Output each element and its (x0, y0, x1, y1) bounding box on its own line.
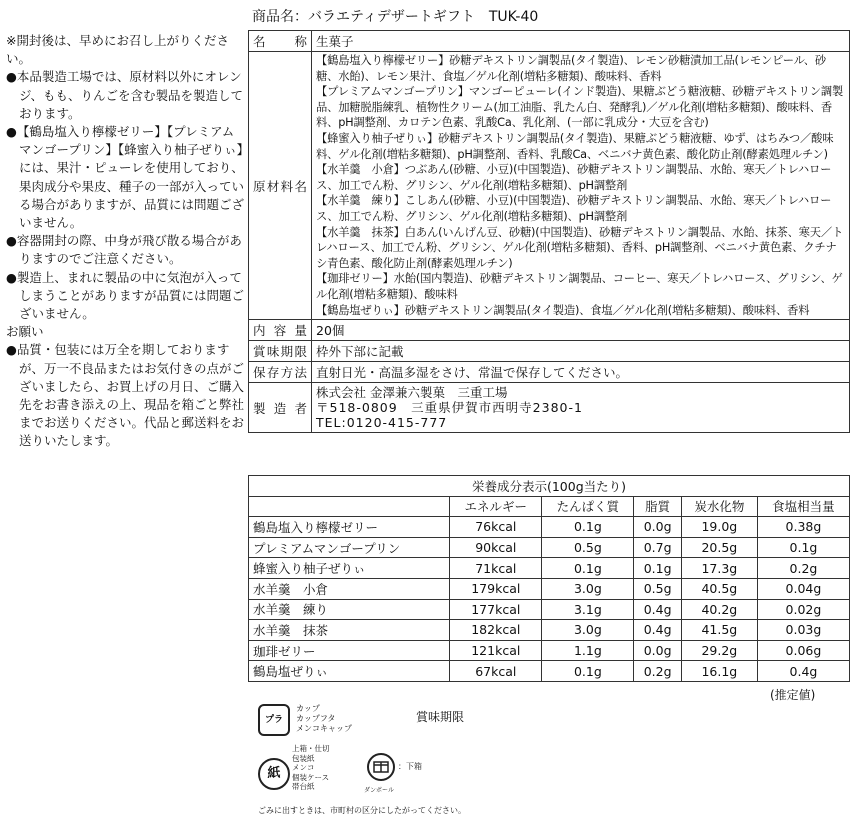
storage-label: 保存方法 (249, 362, 312, 383)
ingredients-label: 原材料名 (249, 52, 312, 320)
product-name-value: バラエティデザートギフト TUK-40 (308, 9, 539, 25)
pla-recycle-mark (258, 704, 290, 736)
col-fat: 脂質 (634, 496, 681, 517)
cell-fat: 0.7g (634, 537, 681, 558)
expiry-label: 賞味期限 (249, 341, 312, 362)
cell-salt: 0.2g (757, 558, 849, 579)
product-info-table (248, 30, 850, 433)
note-4: ●容器開封の際、中身が飛び散る場合がありますのでご注意ください。 (6, 233, 242, 267)
content-label: 内 容 量 (249, 320, 312, 341)
cell-salt: 0.4g (757, 661, 849, 682)
cell-salt: 0.03g (757, 620, 849, 641)
cell-salt: 0.06g (757, 640, 849, 661)
note-6: ●品質・包装には万全を期しておりますが、万一不良品またはお気付きの点がございましたら、お買上げの月日、ご購入先をお書き添えの上、現品を箱ごと弊社までお送りください。代品と郵送料をお送りいたします。 (6, 342, 245, 449)
cell-protein: 3.1g (542, 599, 634, 620)
row-name: 水羊羹 小倉 (249, 578, 450, 599)
notes-panel (6, 32, 244, 451)
pla-recycle-icon: プラ (258, 704, 290, 736)
maker-company: 株式会社 金澤兼六製菓 三重工場 (316, 385, 508, 401)
note-5: ●製造上、まれに製品の中に気泡が入ってしまうことがありますが品質には問題ございません。 (6, 269, 245, 322)
table-row (249, 640, 850, 661)
content-value: 20個 (312, 320, 850, 341)
ingredient-item: 【蜂蜜入り柚子ぜりぃ】砂糖デキストリン調製品(タイ製造)、果糖ぶどう糖液糖、ゆず、はちみつ／酸味料、ゲル化剤(増粘多糖類)、pH調整剤、香料、乳酸Ca、ベニバナ黄色素、酸化防止剤(酵素処理ルチン) (316, 131, 834, 161)
cell-energy: 179kcal (450, 578, 542, 599)
cell-protein: 0.1g (542, 558, 634, 579)
row-name: 水羊羹 練り (249, 599, 450, 620)
maker-address: 〒518-0809 三重県伊賀市西明寺2380-1 (316, 400, 583, 416)
cell-protein: 3.0g (542, 620, 634, 641)
col-carbs: 炭水化物 (681, 496, 757, 517)
product-name-label: 商品名： (252, 9, 308, 25)
note-2: ●本品製造工場では、原材料以外にオレンジ、もも、りんごを含む製品を製造しております。 (6, 69, 244, 121)
cardboard-recycle-icon (366, 752, 396, 782)
row-name: 蜂蜜入り柚子ぜりぃ (249, 558, 450, 579)
name-value: 生菓子 (312, 31, 850, 52)
row-name: 鶴島塩入り檸檬ゼリー (249, 517, 450, 538)
col-energy: エネルギー (450, 496, 542, 517)
cell-carbs: 19.0g (681, 517, 757, 538)
expiry-value: 枠外下部に記載 (312, 341, 850, 362)
cell-fat: 0.4g (634, 620, 681, 641)
cell-fat: 0.5g (634, 578, 681, 599)
table-row (249, 661, 850, 682)
table-row (249, 537, 850, 558)
cell-fat: 0.0g (634, 517, 681, 538)
product-header (252, 6, 538, 26)
cell-protein: 1.1g (542, 640, 634, 661)
cell-protein: 0.1g (542, 517, 634, 538)
row-name: 鶴島塩ぜりぃ (249, 661, 450, 682)
cell-carbs: 41.5g (681, 620, 757, 641)
paper-recycle-mark (258, 758, 290, 790)
cell-energy: 177kcal (450, 599, 542, 620)
table-row (249, 620, 850, 641)
col-salt: 食塩相当量 (757, 496, 849, 517)
ingredient-item: 【水羊羹 練り】こしあん(砂糖、小豆)(中国製造)、砂糖デキストリン調製品、水飴、寒天／トレハロース、加工でん粉、グリシン、ゲル化剤(増粘多糖類)、pH調整剤 (316, 194, 832, 223)
cardboard-mark (366, 752, 396, 786)
cell-carbs: 40.2g (681, 599, 757, 620)
paper-recycle-icon: 紙 (258, 758, 290, 790)
cardboard-caption: ダンボール (364, 787, 394, 794)
maker-value (312, 383, 850, 433)
cell-fat: 0.2g (634, 661, 681, 682)
cell-carbs: 20.5g (681, 537, 757, 558)
cell-fat: 0.0g (634, 640, 681, 661)
expiry-print-label: 賞味期限 (416, 710, 465, 724)
nutrition-caption: 栄養成分表示(100g当たり) (249, 476, 850, 497)
ingredient-item: 【プレミアムマンゴープリン】マンゴーピューレ(インド製造)、果糖ぶどう糖液糖、砂糖デキストリン調製品、加糖脱脂練乳、植物性クリーム(加工油脂、乳たん白、発酵乳)／ゲル化剤(増粘多糖類)、酸味料、香料、pH調整剤、カロテン色素、乳酸Ca、乳化剤、(一部に乳成分・大豆を含む) (316, 85, 844, 130)
cell-protein: 0.5g (542, 537, 634, 558)
table-row (249, 599, 850, 620)
ingredient-item: 【水羊羹 小倉】つぶあん(砂糖、小豆)(中国製造)、砂糖デキストリン調製品、水飴、寒天／トレハロース、加工でん粉、グリシン、ゲル化剤(増粘多糖類)、pH調整剤 (316, 163, 832, 192)
ingredient-item: 【水羊羹 抹茶】白あん(いんげん豆、砂糖)(中国製造)、砂糖デキストリン調製品、水飴、抹茶、寒天／トレハロース、加工でん粉、グリシン、ゲル化剤(増粘多糖類)、香料、pH調整剤、ベニバナ黄色素、クチナシ青色素、酸化防止剤(酵素処理ルチン) (316, 225, 844, 270)
cell-protein: 0.1g (542, 661, 634, 682)
row-name: プレミアムマンゴープリン (249, 537, 450, 558)
estimate-note: (推定値) (770, 688, 816, 702)
table-row (249, 558, 850, 579)
cell-fat: 0.4g (634, 599, 681, 620)
nutrition-header-blank (249, 496, 450, 517)
cell-energy: 121kcal (450, 640, 542, 661)
note-1: ※開封後は、早めにお召し上がりください。 (6, 33, 229, 67)
table-row (249, 517, 850, 538)
cell-carbs: 40.5g (681, 578, 757, 599)
cell-salt: 0.02g (757, 599, 849, 620)
cell-energy: 67kcal (450, 661, 542, 682)
row-name: 水羊羹 抹茶 (249, 620, 450, 641)
ingredients-value (312, 52, 850, 320)
cell-energy: 71kcal (450, 558, 542, 579)
storage-value: 直射日光・高温多湿をさけ、常温で保存してください。 (312, 362, 850, 383)
ingredient-item: 【鶴島塩入り檸檬ゼリー】砂糖デキストリン調製品(タイ製造)、レモン砂糖漬加工品(レモンピール、砂糖、水飴)、レモン果汁、食塩／ゲル化剤(増粘多糖類)、酸味料、香料 (316, 54, 826, 83)
cell-salt: 0.1g (757, 537, 849, 558)
disposal-note: ごみに出すときは、市町村の区分にしたがってください。 (258, 806, 466, 815)
note-request-heading: お願い (6, 324, 44, 340)
pla-items: カップ カップフタ メンコキャップ (296, 704, 352, 733)
ingredient-item: 【珈琲ゼリー】水飴(国内製造)、砂糖デキストリン調製品、コーヒー、寒天／トレハロース、グリシン、ゲル化剤(増粘多糖類)、酸味料 (316, 272, 843, 301)
cell-salt: 0.38g (757, 517, 849, 538)
note-3: ●【鶴島塩入り檸檬ゼリー】【プレミアムマンゴープリン】【蜂蜜入り柚子ぜりぃ】には、果汁・ピューレを使用しており、果肉成分や果皮、種子の一部が入っている場合がありますが、品質には問題ございません。 (6, 124, 245, 231)
cell-salt: 0.04g (757, 578, 849, 599)
maker-phone: TEL:0120-415-777 (316, 415, 448, 431)
ingredient-item: 【鶴島塩ぜりぃ】砂糖デキストリン調製品(タイ製造)、食塩／ゲル化剤(増粘多糖類)、酸味料、香料 (316, 303, 810, 317)
nutrition-table (248, 475, 850, 682)
row-name: 珈琲ゼリー (249, 640, 450, 661)
cell-energy: 182kcal (450, 620, 542, 641)
maker-label: 製 造 者 (249, 383, 312, 433)
col-protein: たんぱく質 (542, 496, 634, 517)
cell-carbs: 17.3g (681, 558, 757, 579)
cell-energy: 76kcal (450, 517, 542, 538)
paper-items: 上箱・仕切 包装紙 メンコ 個装ケース 帯台紙 (292, 744, 330, 791)
cell-protein: 3.0g (542, 578, 634, 599)
cardboard-items: ：下箱 (398, 762, 422, 771)
table-row (249, 578, 850, 599)
name-label: 名 称 (249, 31, 312, 52)
cell-energy: 90kcal (450, 537, 542, 558)
cell-fat: 0.1g (634, 558, 681, 579)
cell-carbs: 29.2g (681, 640, 757, 661)
cell-carbs: 16.1g (681, 661, 757, 682)
